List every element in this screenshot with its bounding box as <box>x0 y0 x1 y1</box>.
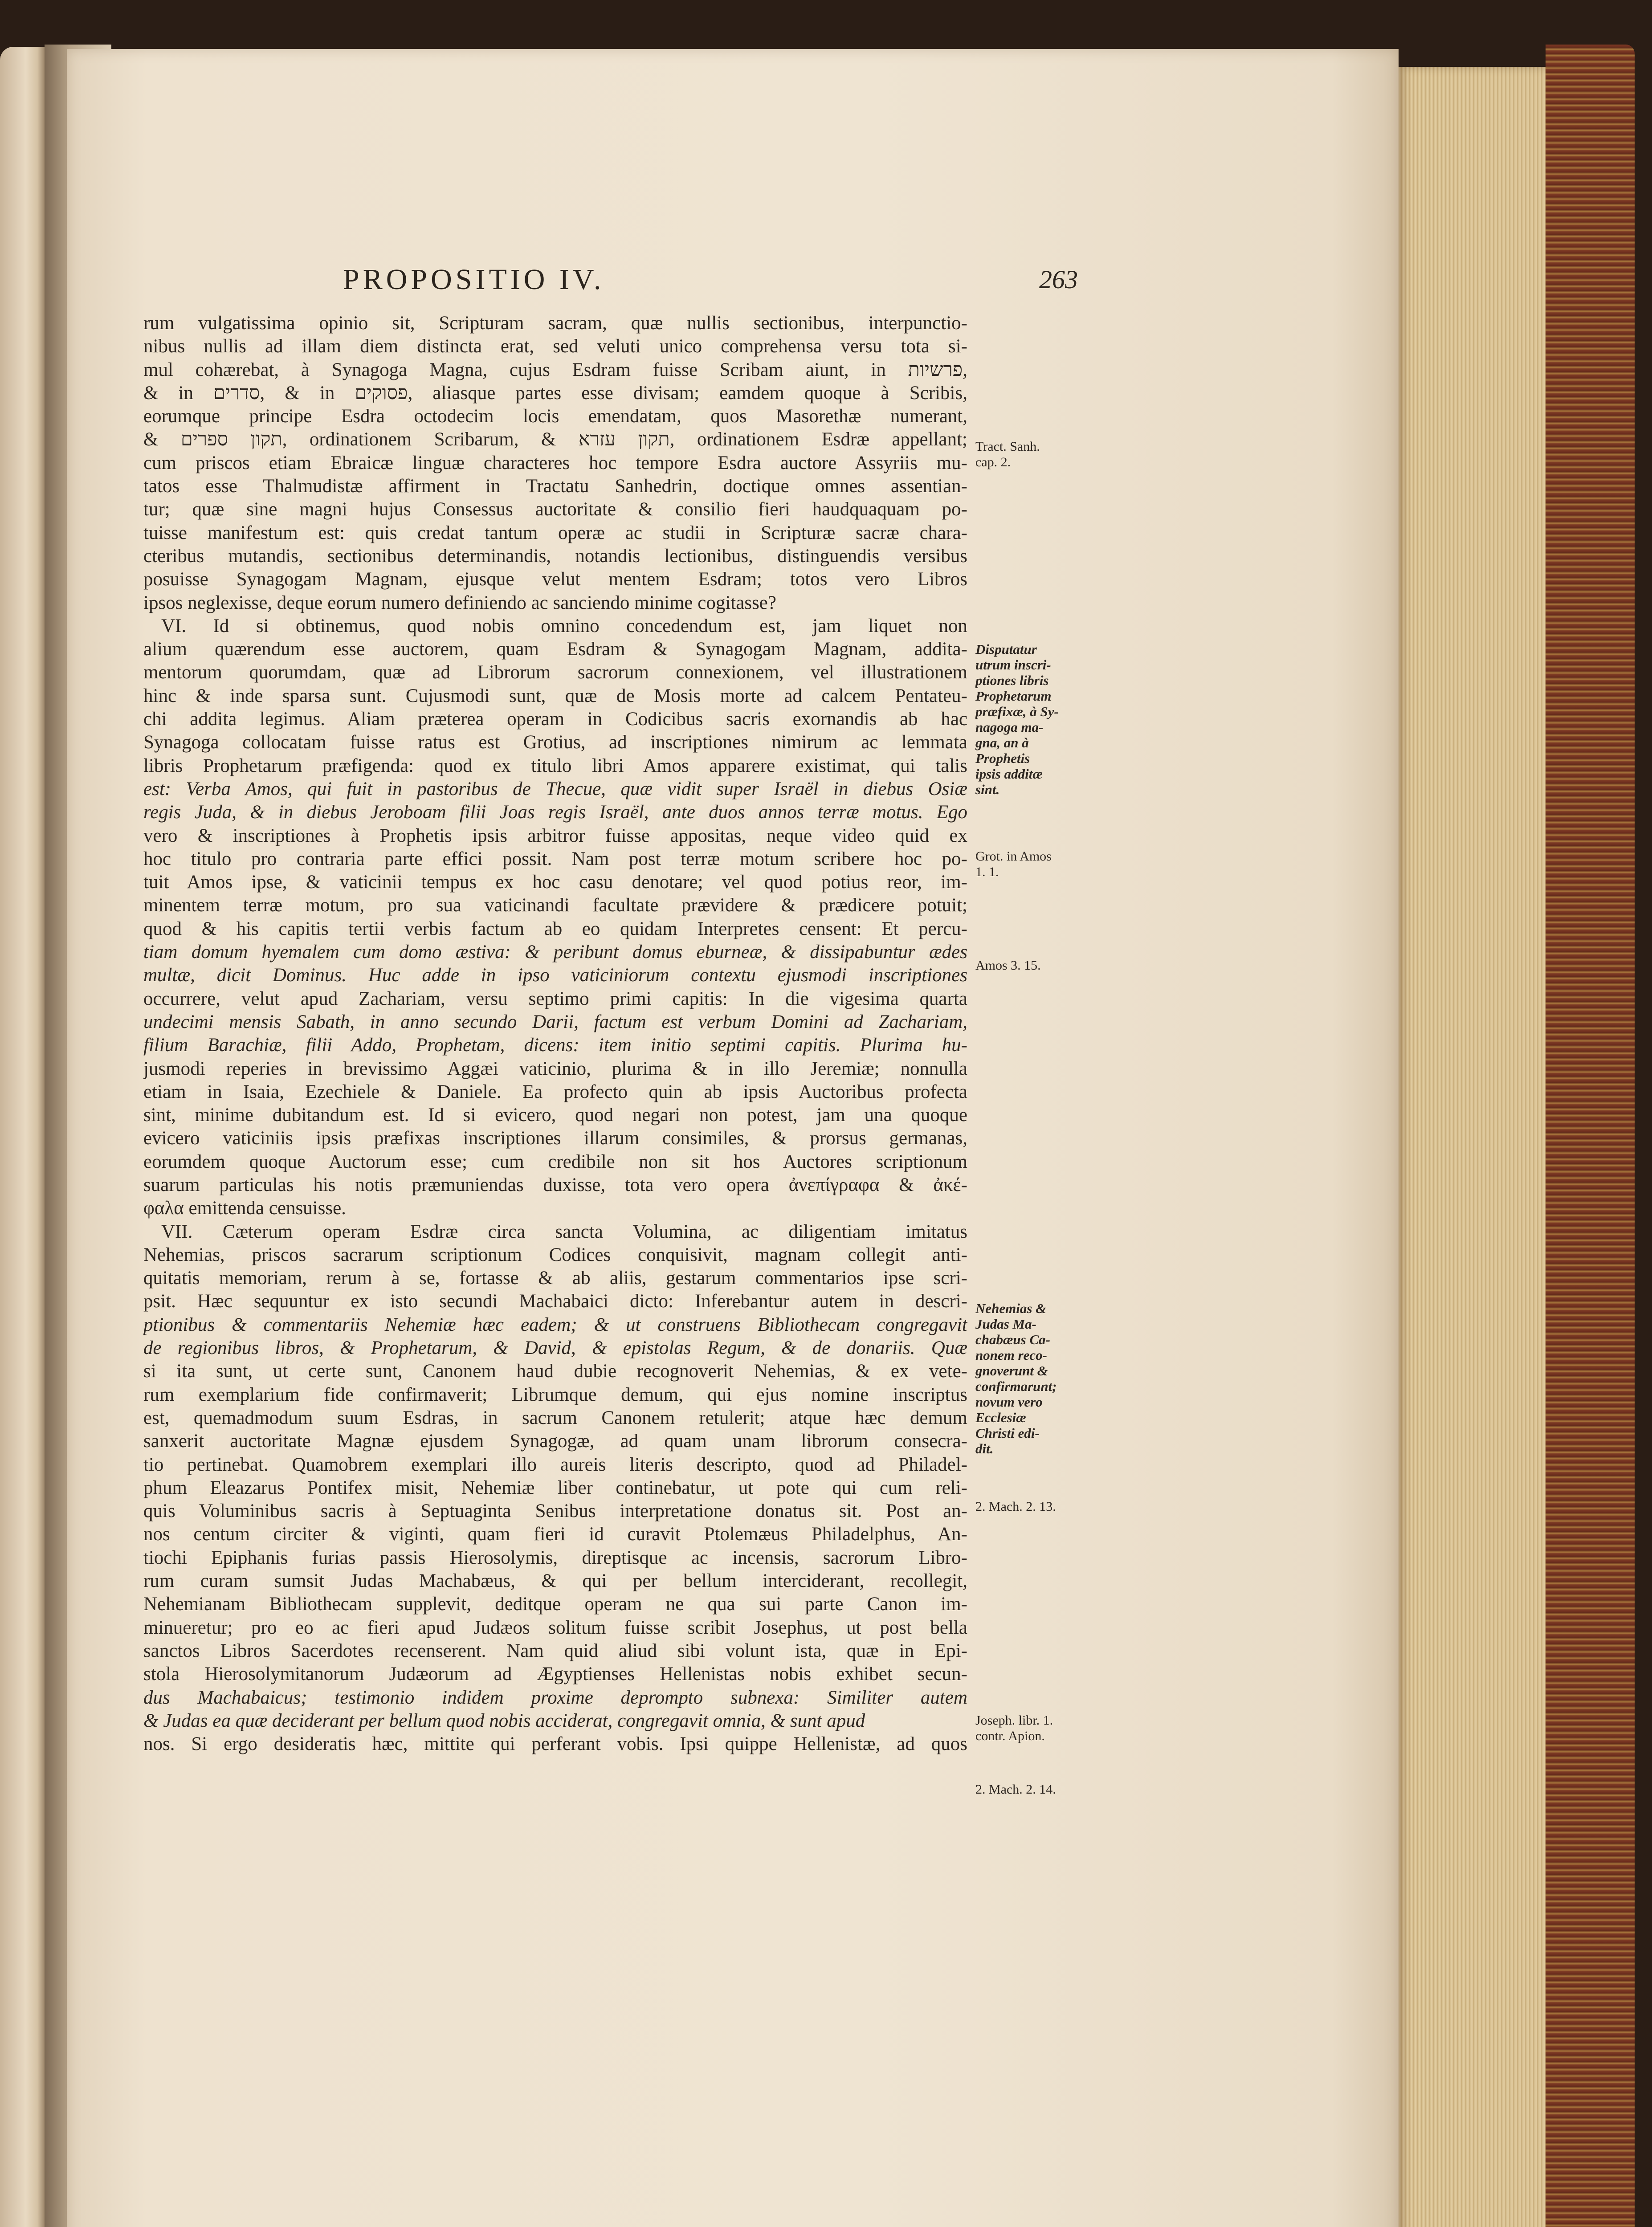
text-line: hinc & inde sparsa sunt. Cujusmodi sunt, quæ de Mosis morte ad calcem Pentateu- <box>143 685 967 706</box>
text-line: stola Hierosolymitanorum Judæorum ad Ægyptienses Hellenistas nobis exhibet secun- <box>143 1664 967 1685</box>
text-line: tuit Amos ipse, & vaticinii tempus ex hoc casu denotare; vel quod potius reor, im- <box>143 872 967 893</box>
marginal-note-line: Prophetarum <box>975 688 1052 704</box>
marginal-note-line: Disputatur <box>975 641 1037 657</box>
text-line: chi addita legimus. Aliam præterea operam in Codicibus sacris exornandis ab hac <box>143 709 967 730</box>
marginal-note <box>975 439 1073 470</box>
text-line: cteribus mutandis, sectionibus determinandis, notandis lectionibus, distinguendis versibus <box>143 545 967 567</box>
text-line: sanxerit auctoritate Magnæ ejusdem Synagogæ, ad quam unam librorum consecra- <box>143 1431 967 1452</box>
text-line: tatos esse Thalmudistæ affirment in Tractatu Sanhedrin, doctique omnes assentian- <box>143 476 967 497</box>
text-line: vero & inscriptiones à Prophetis ipsis arbitror fuisse appositas, neque video quid ex <box>143 825 967 846</box>
marginal-note-line: Grot. in Amos <box>975 849 1052 864</box>
marginal-note <box>975 641 1073 797</box>
text-line: VI. Id si obtinemus, quod nobis omnino concedendum est, jam liquet non <box>161 615 967 636</box>
running-title: PROPOSITIO IV. <box>343 263 605 296</box>
text-line: mul cohærebat, à Synagoga Magna, cujus Esdram fuisse Scribam aiunt, in פרשיות, <box>143 359 967 380</box>
marginal-note-line: ipsis additæ <box>975 766 1043 782</box>
marginal-note <box>975 1782 1073 1797</box>
left-page-edge <box>0 47 47 2227</box>
text-line: & תקון ספרים, ordinationem Scribarum, & תקון עזרא, ordinationem Esdræ appellant; <box>143 429 967 450</box>
text-line: minueretur; pro eo ac fieri apud Judæos solitum fuisse scribit Josephus, ut post bella <box>143 1617 967 1638</box>
text-line: quis Voluminibus sacris à Septuaginta Senibus interpretatione donatus sit. Post an- <box>143 1501 967 1522</box>
marginal-note-line: Amos 3. 15. <box>975 958 1041 973</box>
text-line: Nehemias, priscos sacrarum scriptionum Codices conquisivit, magnam collegit anti- <box>143 1244 967 1265</box>
text-line: rum vulgatissima opinio sit, Scripturam sacram, quæ nullis sectionibus, interpunctio- <box>143 313 967 334</box>
text-line: si ita sunt, ut certe sunt, Canonem haud dubie recognoverit Nehemias, & ex vete- <box>143 1361 967 1382</box>
text-line: quod & his capitis tertii verbis factum ab eo quidam Interpretes censent: Et percu- <box>143 918 967 939</box>
marginal-note-line: gna, an à <box>975 735 1029 750</box>
text-line: Synagoga collocatam fuisse ratus est Grotius, ad inscriptiones nimirum ac lemmata <box>143 732 967 753</box>
marginal-note-line: Ecclesiæ <box>975 1410 1026 1425</box>
marginal-note-line: Nehemias & <box>975 1301 1047 1316</box>
text-line: tiam domum hyemalem cum domo æstiva: & peribunt domus eburneæ, & dissipabuntur ædes <box>143 942 967 963</box>
text-line: minentem terræ motum, pro sua vaticinandi facultate prævidere & prædicere potuit; <box>143 895 967 916</box>
text-line: multæ, dicit Dominus. Huc adde in ipso vaticiniorum contextu ejusmodi inscriptiones <box>143 965 967 986</box>
text-line: sanctos Libros Sacerdotes recenserent. Nam quid aliud sibi volunt ista, quæ in Epi- <box>143 1640 967 1661</box>
text-line: suarum particulas his notis præmuniendas duxisse, tota vero opera ἀνεπίγραφα & ἀκέ- <box>143 1174 967 1195</box>
marginal-note-line: contr. Apion. <box>975 1729 1045 1743</box>
page-number: 263 <box>1039 265 1078 294</box>
marginal-note-line: Judas Ma- <box>975 1316 1036 1332</box>
page-fore-edge <box>1399 67 1550 2227</box>
text-line: & in סדרים, & in פסוקים, aliasque partes esse divisam; eamdem quoque à Scribis, <box>143 382 967 404</box>
text-line: Nehemianam Bibliothecam supplevit, deditque operam ne qua sui parte Canon im- <box>143 1594 967 1615</box>
marginal-note-line: 2. Mach. 2. 13. <box>975 1499 1056 1514</box>
text-line: tiochi Epiphanis furias passis Hierosolymis, direptisque ac incensis, sacrorum Libro- <box>143 1547 967 1568</box>
marginal-note <box>975 1499 1073 1514</box>
text-line: occurrere, velut apud Zachariam, versu septimo primi capitis: In die vigesima quarta <box>143 988 967 1009</box>
text-line: de regionibus libros, & Prophetarum, & David, & epistolas Regum, & de donariis. Quæ <box>143 1338 967 1359</box>
marginal-note-line: gnoverunt & <box>975 1363 1048 1379</box>
marginal-note <box>975 1713 1073 1744</box>
text-line: undecimi mensis Sabath, in anno secundo Darii, factum est verbum Domini ad Zachariam, <box>143 1011 967 1032</box>
text-line: alium quærendum esse auctorem, quam Esdram & Synagogam Magnam, addita- <box>143 639 967 660</box>
text-line: mentorum quorumdam, quæ ad Librorum sacrorum connexionem, vel illustrationem <box>143 662 967 683</box>
marginal-note-line: ptiones libris <box>975 673 1049 688</box>
marginal-note-line: Tract. Sanh. <box>975 439 1040 454</box>
text-line: quitatis memoriam, rerum à se, fortasse & ab aliis, gestarum commentarios ipse scri- <box>143 1268 967 1289</box>
page-header <box>343 263 1078 303</box>
marginal-note-line: 2. Mach. 2. 14. <box>975 1782 1056 1797</box>
marginal-note-line: novum vero <box>975 1394 1043 1410</box>
text-line: regis Juda, & in diebus Jeroboam filii Joas regis Israël, ante duos annos terræ motus. Ego <box>143 802 967 823</box>
text-line: nos. Si ergo desideratis hæc, mittite qui perferant vobis. Ipsi quippe Hellenistæ, ad quos <box>143 1733 967 1755</box>
marginal-note-line: chabæus Ca- <box>975 1332 1050 1347</box>
marginal-note <box>975 1301 1073 1456</box>
text-line: jusmodi reperies in brevissimo Aggæi vaticinio, plurima & in illo Jeremiæ; nonnulla <box>143 1058 967 1079</box>
marginal-note-line: sint. <box>975 782 1000 797</box>
text-line: VII. Cæterum operam Esdræ circa sancta Volumina, ac diligentiam imitatus <box>161 1221 967 1242</box>
marginal-note <box>975 958 1073 973</box>
marginal-note-line: nagoga ma- <box>975 719 1044 735</box>
text-line: & Judas ea quæ deciderant per bellum quod nobis acciderat, congregavit omnia, & sunt apud <box>143 1710 865 1731</box>
main-text-column <box>143 312 967 1756</box>
text-line: libris Prophetarum præfigenda: quod ex titulo libri Amos apparere existimat, qui talis <box>143 755 967 776</box>
marginal-note-line: dit. <box>975 1441 994 1456</box>
marginal-note-line: cap. 2. <box>975 455 1011 469</box>
marginal-note-line: Prophetis <box>975 750 1030 766</box>
marginal-note-line: utrum inscri- <box>975 657 1051 673</box>
text-line: sint, minime dubitandum est. Id si evicero, quod negari non potest, jam una quoque <box>143 1105 967 1126</box>
text-line: cum priscos etiam Ebraicæ linguæ characteres hoc tempore Esdra auctore Assyriis mu- <box>143 452 967 473</box>
text-line: nibus nullis ad illam diem distincta erat, sed veluti unico comprehensa versu tota si- <box>143 336 967 357</box>
marginal-note-line: Joseph. libr. 1. <box>975 1713 1053 1728</box>
marginal-note-line: Christi edi- <box>975 1425 1040 1441</box>
text-line: ipsos neglexisse, deque eorum numero definiendo ac sanciendo minime cogitasse? <box>143 592 776 613</box>
text-line: ptionibus & commentariis Nehemiæ hæc eadem; & ut construens Bibliothecam congregavit <box>143 1314 967 1335</box>
text-line: est, quemadmodum suum Esdras, in sacrum Canonem retulerit; atque hæc demum <box>143 1407 967 1428</box>
text-line: rum exemplarium fide confirmaverit; Librumque demum, qui ejus nomine inscriptus <box>143 1384 967 1405</box>
marginal-note-line: confirmarunt; <box>975 1379 1057 1394</box>
text-line: psit. Hæc sequuntur ex isto secundi Machabaici dicto: Inferebantur autem in descri- <box>143 1291 967 1312</box>
text-line: filium Barachiæ, filii Addo, Prophetam, dicens: item initio septimi capitis. Plurima hu- <box>143 1035 967 1056</box>
text-line: posuisse Synagogam Magnam, ejusque velut mentem Esdram; totos vero Libros <box>143 569 967 590</box>
text-line: tuisse manifestum est: quis credat tantum operæ ac studii in Scripturæ sacræ chara- <box>143 522 967 543</box>
text-line: phum Eleazarus Pontifex misit, Nehemiæ liber continebatur, ut pote qui cum reli- <box>143 1477 967 1498</box>
marginal-note-line: 1. 1. <box>975 865 999 879</box>
text-line: nos centum circiter & viginti, quam fieri id curavit Ptolemæus Philadelphus, An- <box>143 1524 967 1545</box>
marginal-note-line: præfixæ, à Sy- <box>975 704 1059 719</box>
book-cover-edge <box>1546 45 1635 2227</box>
marginal-note-line: nonem reco- <box>975 1347 1048 1363</box>
marginal-note <box>975 848 1073 880</box>
text-line: etiam in Isaia, Ezechiele & Daniele. Ea profecto quin ab ipsis Auctoribus profecta <box>143 1081 967 1102</box>
text-line: rum curam sumsit Judas Machabæus, & qui per bellum interciderant, recollegit, <box>143 1570 967 1592</box>
text-line: φαλα emittenda censuisse. <box>143 1198 346 1219</box>
text-line: tur; quæ sine magni hujus Consessus auctoritate & consilio fieri haudquaquam po- <box>143 499 967 520</box>
text-line: eorumque principe Esdra octodecim locis emendatam, quos Masorethæ numerant, <box>143 406 967 427</box>
text-line: tio pertinebat. Quamobrem exemplari illo aureis literis descripto, quod ad Philadel- <box>143 1454 967 1475</box>
text-line: dus Machabaicus; testimonio indidem proxime deprompto subnexa: Similiter autem <box>143 1687 967 1708</box>
text-line: hoc titulo pro contraria parte effici possit. Nam post terræ motum scribere hoc po- <box>143 848 967 869</box>
text-line: evicero vaticiniis ipsis præfixas inscriptiones illarum consimiles, & prorsus germanas, <box>143 1128 967 1149</box>
text-line: est: Verba Amos, qui fuit in pastoribus de Thecue, quæ vidit super Israël in diebus Osiæ <box>143 778 967 799</box>
text-line: eorumdem quoque Auctorum esse; cum credibile non sit hos Auctores scriptionum <box>143 1151 967 1172</box>
